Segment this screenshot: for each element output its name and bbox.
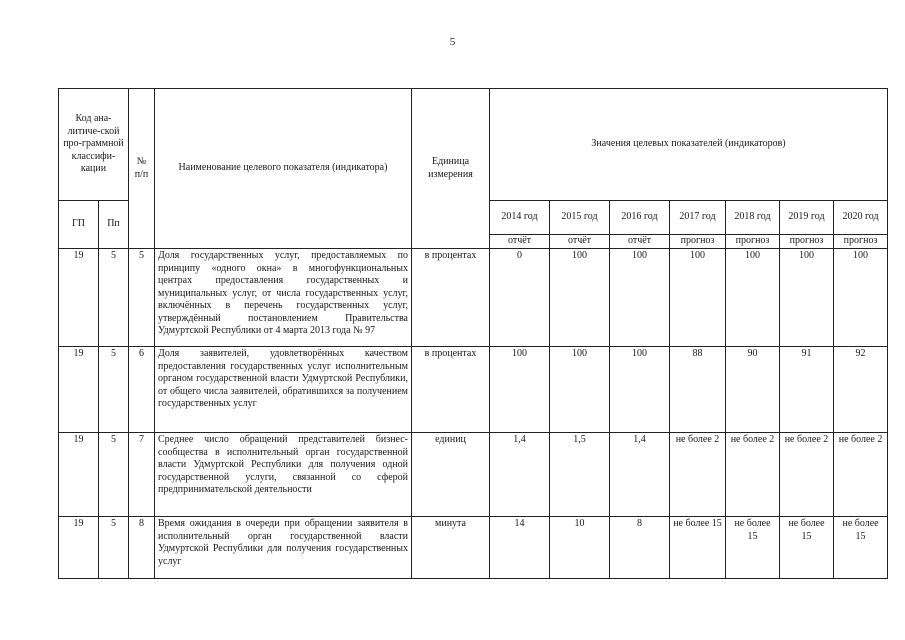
year-header: 2014 год — [490, 201, 550, 235]
values-header: Значения целевых показателей (индикаторов) — [490, 89, 888, 201]
status-header: отчёт — [490, 235, 550, 249]
row-number-cell: 7 — [129, 433, 155, 517]
table-row — [59, 433, 888, 517]
unit-cell: в процентах — [412, 249, 490, 347]
status-header: прогноз — [726, 235, 780, 249]
value-cell: не более 15 — [726, 517, 780, 579]
value-cell: не более 15 — [670, 517, 726, 579]
value-cell: 100 — [670, 249, 726, 347]
indicator-name-cell: Среднее число обращений представителей бизнес-сообщества в исполнительный орган государственной власти Удмуртской Республики для получения одной государственной услуги, связанной со сферой предпринимательской деятельности — [155, 433, 412, 517]
status-header: прогноз — [780, 235, 834, 249]
pp-header: Пп — [99, 201, 129, 249]
value-cell: не более 15 — [780, 517, 834, 579]
status-header: отчёт — [550, 235, 610, 249]
unit-header: Единица измерения — [412, 89, 490, 249]
table-row — [59, 347, 888, 433]
row-number-cell: 6 — [129, 347, 155, 433]
value-cell: не более 15 — [834, 517, 888, 579]
value-cell: 100 — [780, 249, 834, 347]
pp-code-cell: 5 — [99, 347, 129, 433]
value-cell: не более 2 — [670, 433, 726, 517]
value-cell: не более 2 — [726, 433, 780, 517]
value-cell: 100 — [610, 347, 670, 433]
gp-header: ГП — [59, 201, 99, 249]
status-header: прогноз — [834, 235, 888, 249]
status-header: отчёт — [610, 235, 670, 249]
value-cell: 10 — [550, 517, 610, 579]
value-cell: 100 — [610, 249, 670, 347]
year-header: 2020 год — [834, 201, 888, 235]
unit-cell: единиц — [412, 433, 490, 517]
value-cell: 100 — [550, 249, 610, 347]
indicator-name-cell: Доля государственных услуг, предоставляемых по принципу «одного окна» в многофункциональных центрах предоставления государственных и муниципальных услуг, от числа государственных услуг, включённых в перечень государственных услуг, утверждённый постановлением Правительства Удмуртской Республики от 4 марта 2013 года № 97 — [155, 249, 412, 347]
year-header: 2018 год — [726, 201, 780, 235]
page-number: 5 — [449, 36, 456, 48]
value-cell: 88 — [670, 347, 726, 433]
year-header: 2015 год — [550, 201, 610, 235]
year-header: 2017 год — [670, 201, 726, 235]
value-cell: не более 2 — [780, 433, 834, 517]
table-row — [59, 517, 888, 579]
value-cell: 8 — [610, 517, 670, 579]
indicator-name-cell: Доля заявителей, удовлетворённых качеством предоставления государственных услуг исполнительным органом государственной власти Удмуртской Республики, от общего числа заявителей, обратившихся за получением государственных услуг — [155, 347, 412, 433]
value-cell: 90 — [726, 347, 780, 433]
value-cell: 100 — [490, 347, 550, 433]
gp-code-cell: 19 — [59, 433, 99, 517]
row-number-cell: 5 — [129, 249, 155, 347]
table-row — [59, 249, 888, 347]
code-group-header: Код ана-литиче-ской про-граммной классифи-кации — [59, 89, 129, 201]
row-number-cell: 8 — [129, 517, 155, 579]
pp-code-cell: 5 — [99, 249, 129, 347]
gp-code-cell: 19 — [59, 347, 99, 433]
indicator-name-cell: Время ожидания в очереди при обращении заявителя в исполнительный орган государственной власти Удмуртской Республики для получения государственных услуг — [155, 517, 412, 579]
value-cell: 91 — [780, 347, 834, 433]
header-row-1 — [59, 89, 888, 201]
number-header: № п/п — [129, 89, 155, 249]
value-cell: не более 2 — [834, 433, 888, 517]
unit-cell: минута — [412, 517, 490, 579]
year-header: 2016 год — [610, 201, 670, 235]
gp-code-cell: 19 — [59, 517, 99, 579]
gp-code-cell: 19 — [59, 249, 99, 347]
value-cell: 1,5 — [550, 433, 610, 517]
value-cell: 14 — [490, 517, 550, 579]
indicator-name-header: Наименование целевого показателя (индикатора) — [155, 89, 412, 249]
pp-code-cell: 5 — [99, 517, 129, 579]
value-cell: 100 — [834, 249, 888, 347]
pp-code-cell: 5 — [99, 433, 129, 517]
value-cell: 1,4 — [610, 433, 670, 517]
year-header: 2019 год — [780, 201, 834, 235]
status-header: прогноз — [670, 235, 726, 249]
value-cell: 100 — [550, 347, 610, 433]
indicators-table — [58, 88, 888, 579]
value-cell: 0 — [490, 249, 550, 347]
value-cell: 1,4 — [490, 433, 550, 517]
unit-cell: в процентах — [412, 347, 490, 433]
value-cell: 92 — [834, 347, 888, 433]
value-cell: 100 — [726, 249, 780, 347]
